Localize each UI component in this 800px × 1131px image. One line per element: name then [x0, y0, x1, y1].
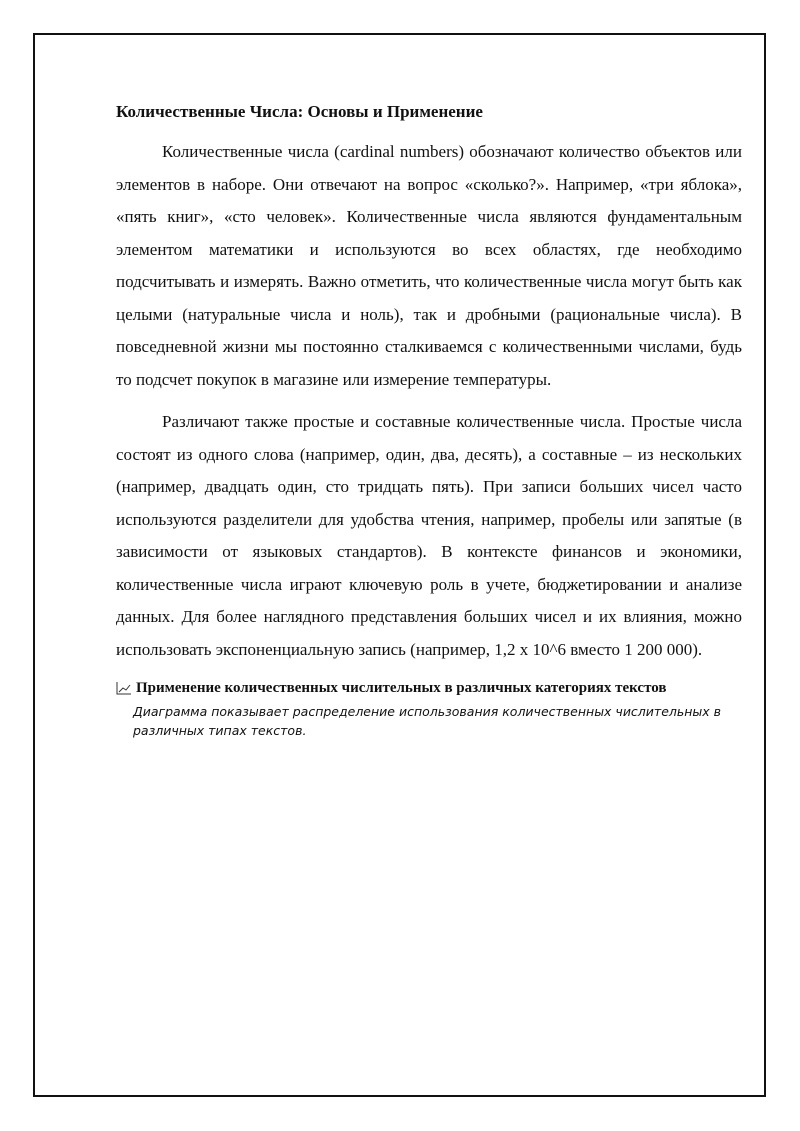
chart-line-icon: [116, 681, 132, 695]
document-title: Количественные Числа: Основы и Применение: [116, 102, 483, 121]
document-body: [116, 100, 742, 740]
paragraph-2: Различают также простые и составные количественные числа. Простые числа состоят из одного слова (например, один, два, десять), а составные – из нескольких (например, двадцать один, сто тридцать пять). При записи больших чисел часто используются разделители для удобства чтения, например, пробелы или запятые (в зависимости от языковых стандартов). В контексте финансов и экономики, количественные числа играют ключевую роль в учете, бюджетировании и анализе данных. Для более наглядного представления больших чисел и их влияния, можно использовать экспоненциальную запись (например, 1,2 x 10^6 вместо 1 200 000).: [116, 412, 742, 659]
figure-heading: [116, 678, 742, 698]
figure-heading-text: Применение количественных числительных в различных категориях текстов: [136, 680, 667, 696]
figure-block: [116, 678, 742, 740]
paragraph-1: Количественные числа (cardinal numbers) обозначают количество объектов или элементов в наборе. Они отвечают на вопрос «сколько?». Например, «три яблока», «пять книг», «сто человек». Количественные числа являются фундаментальным элементом математики и используются во всех областях, где необходимо подсчитывать и измерять. Важно отметить, что количественные числа могут быть как целыми (натуральные числа и ноль), так и дробными (рациональные числа). В повседневной жизни мы постоянно сталкиваемся с количественными числами, будь то подсчет покупок в магазине или измерение температуры.: [116, 142, 742, 389]
figure-caption: Диаграмма показывает распределение использования количественных числительных в различных типах текстов.: [133, 704, 722, 738]
